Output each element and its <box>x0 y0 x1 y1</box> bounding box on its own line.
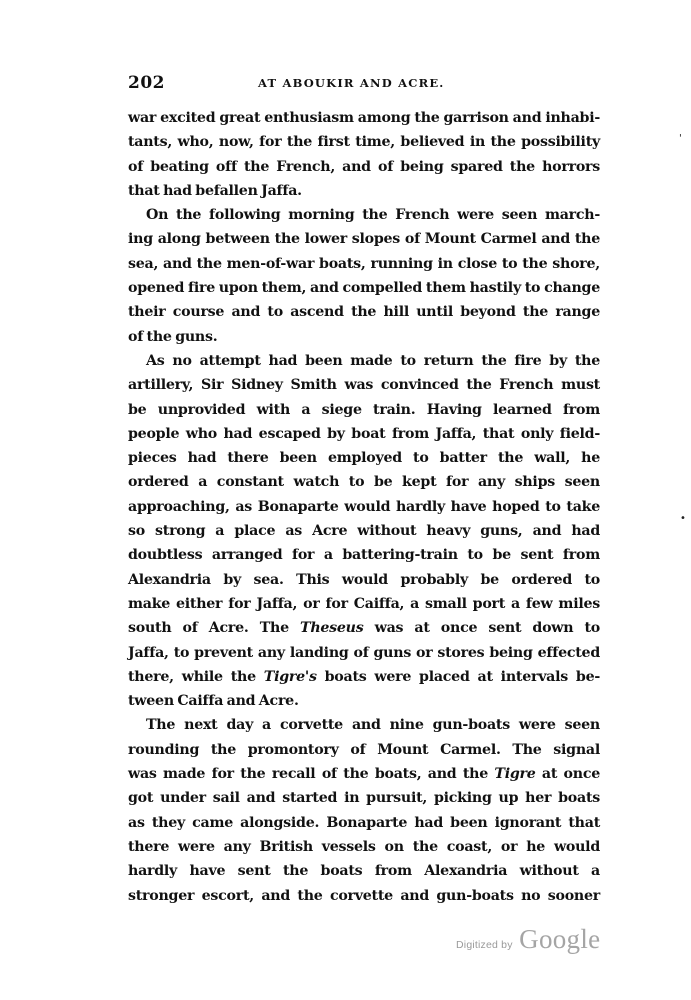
text-line <box>128 762 600 786</box>
ship-name-italic: Theseus <box>300 620 364 637</box>
text-line: pieces had there been employed to batter the wall, he <box>128 450 600 467</box>
text-line: their course and to ascend the hill until beyond the range <box>128 304 600 321</box>
text-line: as they came alongside. Bonaparte had been ignorant that <box>128 814 600 831</box>
text-line: artillery, Sir Sidney Smith was convinced the French must <box>128 377 600 394</box>
margin-speck: ' <box>679 133 682 144</box>
watermark-prefix: Digitized by <box>456 939 513 951</box>
text-line: approaching, as Bonaparte would hardly have hoped to take <box>128 498 600 515</box>
text-line: be unprovided with a siege train. Having learned from <box>128 401 600 418</box>
text-line: got under sail and started in pursuit, picking up her boats <box>128 790 600 807</box>
body-text <box>128 106 600 908</box>
text-line: there were any British vessels on the coast, or he would <box>128 838 600 855</box>
text-line: opened fire upon them, and compelled them hastily to change <box>128 280 600 297</box>
ship-name-italic: Tigre <box>494 766 536 783</box>
text-line: war excited great enthusiasm among the garrison and inhabi- <box>128 110 600 126</box>
text-line: make either for Jaffa, or for Caiffa, a small port a few miles <box>128 595 600 612</box>
text-line: of beating off the French, and of being spared the horrors <box>128 158 600 175</box>
text-line: ordered a constant watch to be kept for any ships seen <box>128 474 600 491</box>
text-line: rounding the promontory of Mount Carmel. The signal <box>128 741 600 758</box>
text-line: Alexandria by sea. This would probably be ordered to <box>128 571 600 588</box>
text-line: so strong a place as Acre without heavy guns, and had <box>128 523 600 540</box>
text-line: hardly have sent the boats from Alexandria without a <box>128 863 600 880</box>
text-line: The next day a corvette and nine gun-boats were seen <box>146 717 600 734</box>
text-segment: south of Acre. The <box>128 620 301 637</box>
text-line: sea, and the men-of-war boats, running in close to the shore, <box>128 255 600 272</box>
text-line: tants, who, now, for the first time, believed in the possibility <box>128 134 600 151</box>
text-line: stronger escort, and the corvette and gun-boats no sooner <box>128 887 600 904</box>
text-segment: boats were placed at intervals be- <box>316 668 600 685</box>
text-line: people who had escaped by boat from Jaffa, that only field- <box>128 425 600 442</box>
margin-speck: • <box>680 513 686 524</box>
ship-name-italic: Tigre's <box>263 668 317 685</box>
page-number: 202 <box>128 73 165 93</box>
text-segment: at once <box>535 766 600 783</box>
text-line: that had befallen Jaffa. <box>128 182 302 199</box>
text-line: ing along between the lower slopes of Mount Carmel and the <box>128 231 600 248</box>
text-segment: there, while the <box>128 668 264 685</box>
running-head: AT ABOUKIR AND ACRE. <box>258 76 445 90</box>
text-line: On the following morning the French were seen march- <box>146 207 600 224</box>
text-line: of the guns. <box>128 328 218 345</box>
text-line: As no attempt had been made to return the fire by the <box>146 352 600 369</box>
google-logo: Google <box>519 924 601 954</box>
text-line <box>128 665 600 689</box>
digitized-by-google-watermark <box>456 924 600 955</box>
text-line: Jaffa, to prevent any landing of guns or stores being effected <box>128 644 600 661</box>
text-line <box>128 616 600 640</box>
text-line: doubtless arranged for a battering-train to be sent from <box>128 547 600 564</box>
page-header <box>128 73 600 95</box>
text-segment: was at once sent down to <box>363 620 600 637</box>
text-segment: was made for the recall of the boats, and the <box>128 766 495 783</box>
text-line: tween Caiffa and Acre. <box>128 693 299 710</box>
